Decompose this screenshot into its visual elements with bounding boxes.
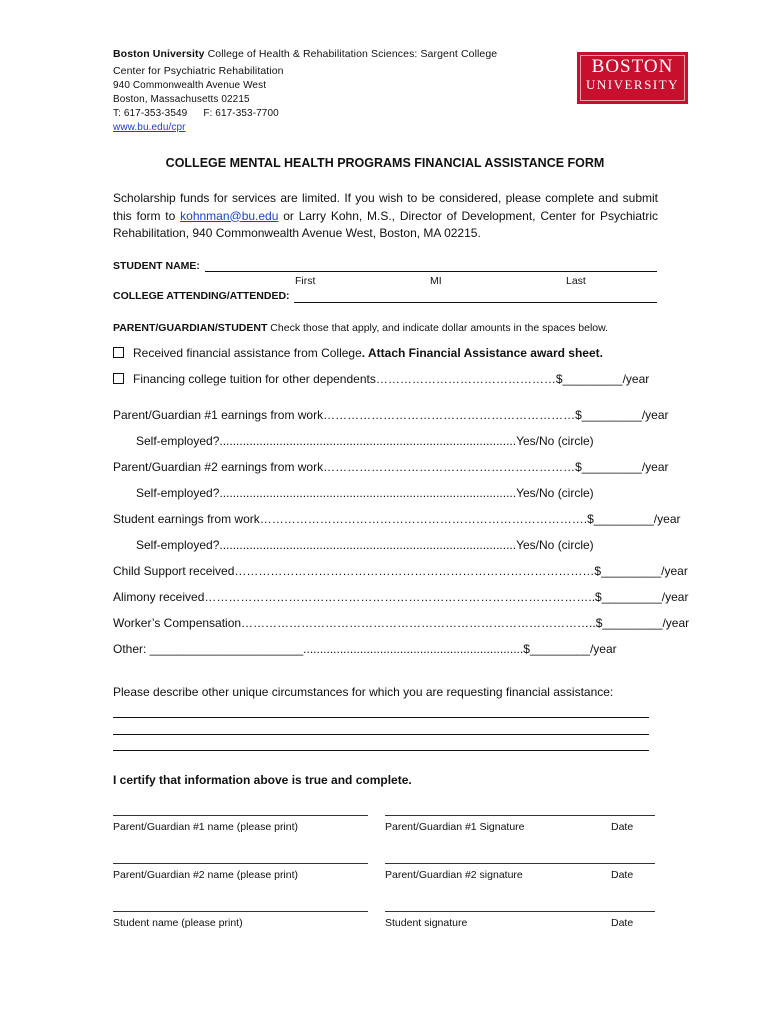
pg2-date-label: Date xyxy=(611,869,634,881)
student-self-employed-row[interactable]: Self-employed?.........................................................................................Yes/No (circle) xyxy=(136,538,594,552)
pg2-name-line[interactable] xyxy=(113,863,368,864)
workers-comp-row[interactable]: Worker’s Compensation……………………………………………………………………………..$_________/year xyxy=(113,616,690,630)
describe-line-3[interactable] xyxy=(113,750,649,751)
pg1-earnings-row[interactable]: Parent/Guardian #1 earnings from work………………………………………………………$_________/year xyxy=(113,408,669,422)
fax-number: F: 617-353-7700 xyxy=(203,108,279,119)
pg1-self-employed-row[interactable]: Self-employed?.........................................................................................Yes/No (circle) xyxy=(136,434,594,448)
org-name: Boston University xyxy=(113,48,205,60)
section-label: PARENT/GUARDIAN/STUDENT xyxy=(113,322,268,334)
describe-line-1[interactable] xyxy=(113,717,649,718)
student-name-line[interactable] xyxy=(113,911,368,912)
name-mi-label: MI xyxy=(430,275,442,287)
intro-text-2: or Larry Kohn, M.S., Director of Development, Center for Psychiatric Rehabilitation, 940 Commonwealth Avenue West, Boston, MA 02215. xyxy=(113,208,658,240)
org-line xyxy=(113,48,497,60)
form-title: COLLEGE MENTAL HEALTH PROGRAMS FINANCIAL ASSISTANCE FORM xyxy=(165,156,605,170)
pg1-signature-line[interactable] xyxy=(385,815,655,816)
check-row-received-assistance xyxy=(113,346,603,360)
intro-paragraph xyxy=(113,190,658,243)
pg1-name-line[interactable] xyxy=(113,815,368,816)
student-name-field[interactable] xyxy=(205,271,657,272)
pg2-earnings-row[interactable]: Parent/Guardian #2 earnings from work………………………………………………………$_________/year xyxy=(113,460,669,474)
describe-line-2[interactable] xyxy=(113,734,649,735)
dependents-checkbox[interactable] xyxy=(113,373,124,384)
student-signature-label: Student signature xyxy=(385,917,468,929)
email-link[interactable]: kohnman@bu.edu xyxy=(180,208,279,223)
pg2-signature-line[interactable] xyxy=(385,863,655,864)
college-field[interactable] xyxy=(294,302,657,303)
college-name: College of Health & Rehabilitation Sciences: Sargent College xyxy=(204,48,498,60)
pg2-self-employed-row[interactable]: Self-employed?.........................................................................................Yes/No (circle) xyxy=(136,486,594,500)
child-support-row[interactable]: Child Support received………………………………………………………………………………$_________/year xyxy=(113,564,688,578)
pg1-name-label: Parent/Guardian #1 name (please print) xyxy=(113,821,299,833)
student-name-label: STUDENT NAME: xyxy=(113,260,200,272)
student-date-label: Date xyxy=(611,917,634,929)
center-name: Center for Psychiatric Rehabilitation xyxy=(113,65,284,77)
pg2-signature-label: Parent/Guardian #2 signature xyxy=(385,869,523,881)
certify-statement: I certify that information above is true and complete. xyxy=(113,773,412,787)
pg1-date-label: Date xyxy=(611,821,634,833)
name-last-label: Last xyxy=(566,275,586,287)
phone-fax-line xyxy=(113,108,279,119)
student-earnings-row[interactable]: Student earnings from work……………………………………………………………………….$_________/year xyxy=(113,512,681,526)
website-link[interactable]: www.bu.edu/cpr xyxy=(113,122,186,133)
alimony-row[interactable]: Alimony received……………………………………………………………………………………..$_________/year xyxy=(113,590,689,604)
boston-university-logo xyxy=(577,52,688,104)
logo-line-1: BOSTON xyxy=(591,56,674,77)
address-line-1: 940 Commonwealth Avenue West xyxy=(113,80,267,91)
other-income-row[interactable]: Other: _______________________..................................................................$_________/year xyxy=(113,642,617,656)
logo-border xyxy=(580,55,685,101)
pg1-signature-label: Parent/Guardian #1 Signature xyxy=(385,821,525,833)
describe-label: Please describe other unique circumstances for which you are requesting financial assistance: xyxy=(113,685,614,699)
received-assistance-checkbox[interactable] xyxy=(113,347,124,358)
student-name-print-label: Student name (please print) xyxy=(113,917,243,929)
section-note: Check those that apply, and indicate dollar amounts in the spaces below. xyxy=(267,322,609,334)
section-header xyxy=(113,322,608,334)
dependents-label: Financing college tuition for other dependents………………………………………$_________/year xyxy=(133,372,650,386)
attach-award-note: . Attach Financial Assistance award sheet. xyxy=(361,346,603,360)
phone-number: T: 617-353-3549 xyxy=(113,108,188,119)
student-signature-line[interactable] xyxy=(385,911,655,912)
logo-line-2: UNIVERSITY xyxy=(586,77,679,92)
check-row-dependents xyxy=(113,372,649,386)
received-assistance-label: Received financial assistance from College xyxy=(133,346,362,360)
address-line-2: Boston, Massachusetts 02215 xyxy=(113,94,250,105)
pg2-name-label: Parent/Guardian #2 name (please print) xyxy=(113,869,299,881)
name-first-label: First xyxy=(295,275,316,287)
college-label: COLLEGE ATTENDING/ATTENDED: xyxy=(113,290,290,302)
intro-text-1: Scholarship funds for services are limited. If you wish to be considered, please complete and submit this form to xyxy=(113,191,658,223)
